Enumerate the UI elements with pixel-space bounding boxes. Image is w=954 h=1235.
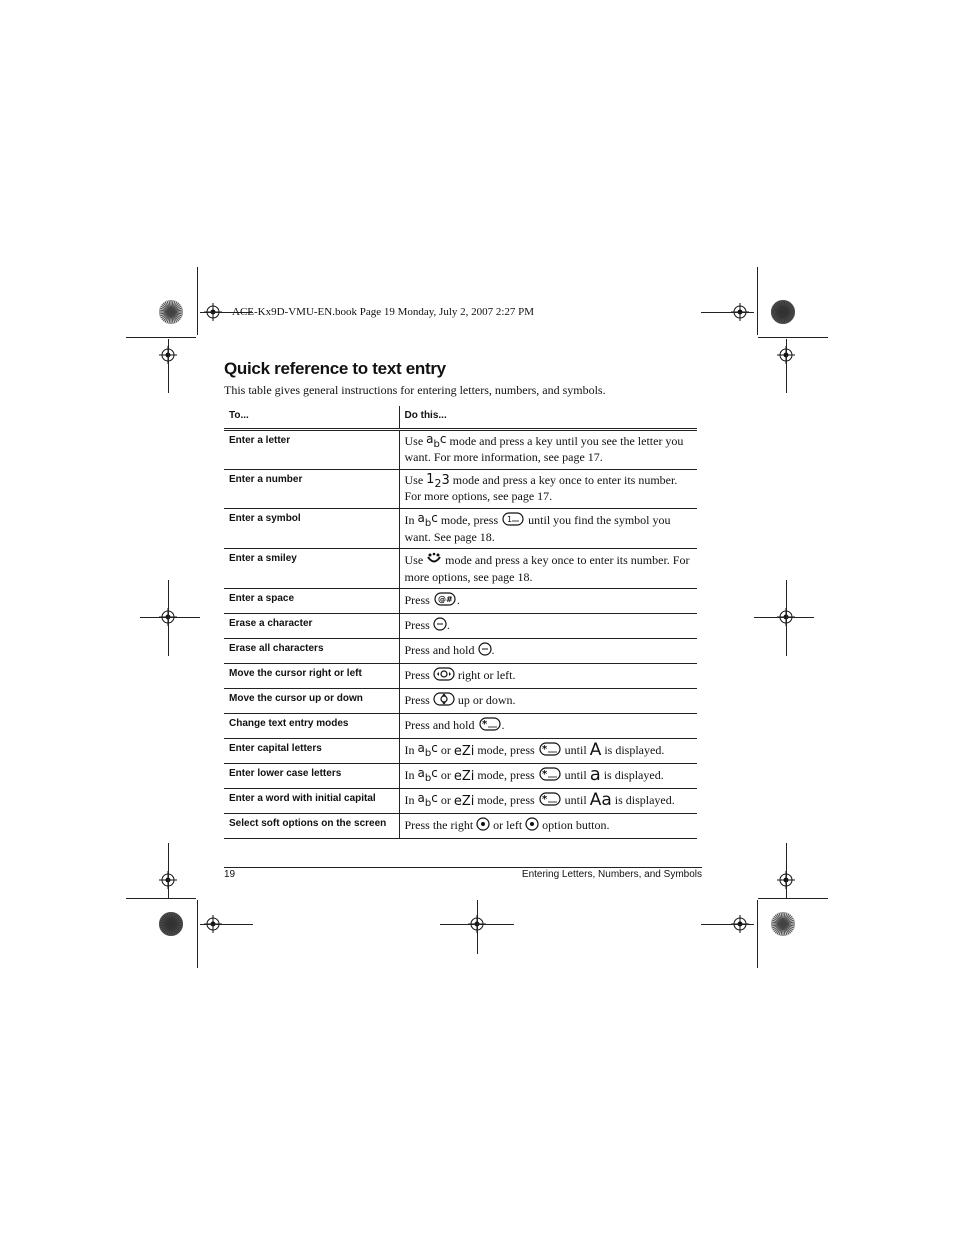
- instruction-cell: [399, 814, 697, 839]
- instruction-text: or left: [490, 817, 526, 832]
- task-cell: Change text entry modes: [229, 718, 349, 729]
- task-cell: Erase all characters: [229, 643, 324, 654]
- table-row: [224, 549, 697, 589]
- instruction-text: mode and press a key once to enter its number. For more options, see page 17.: [404, 473, 678, 503]
- table-row: [224, 764, 697, 789]
- instruction-text: In: [404, 767, 418, 782]
- crop-line: [701, 312, 754, 313]
- abc-mode-icon: abc: [426, 432, 447, 451]
- instruction-cell: [399, 509, 697, 549]
- instruction-text: mode, press: [437, 512, 502, 527]
- instruction-cell: [399, 639, 697, 664]
- task-cell: Enter lower case letters: [229, 768, 342, 779]
- crop-line: [757, 900, 758, 968]
- crop-line: [126, 898, 196, 899]
- instruction-text: or: [437, 792, 454, 807]
- quick-reference-table: [224, 406, 697, 839]
- section-title: Entering Letters, Numbers, and Symbols: [521, 869, 702, 880]
- table-row: [224, 639, 697, 664]
- table-row: [224, 509, 697, 549]
- instruction-text: mode, press: [474, 742, 538, 757]
- instruction-cell: [399, 764, 697, 789]
- 123-mode-icon: 123: [426, 471, 450, 490]
- table-row: [224, 664, 697, 689]
- instruction-cell: [399, 470, 697, 509]
- clear-key-icon: [478, 642, 492, 660]
- clear-key-icon: [433, 617, 447, 635]
- crop-line: [168, 339, 169, 393]
- ezi-mode-icon: eZi: [453, 743, 475, 759]
- instruction-text: or: [437, 767, 454, 782]
- instruction-text: Press: [404, 592, 433, 607]
- column-header-to: To...: [229, 410, 249, 421]
- instruction-text: Press: [404, 617, 433, 632]
- starburst-mark: [158, 911, 184, 937]
- instruction-text: until you find the symbol you want. See page 18.: [404, 512, 671, 544]
- crop-line: [754, 617, 814, 618]
- table-header-row: [224, 406, 697, 430]
- key-1-icon: [501, 512, 525, 530]
- instruction-text: mode and press a key until you see the letter you want. For more information, see page 17.: [404, 434, 684, 465]
- instruction-text: .: [456, 592, 460, 607]
- starburst-mark: [770, 911, 796, 937]
- instruction-text: is displayed.: [600, 767, 664, 782]
- svg-text:*: *: [541, 744, 547, 755]
- instruction-text: Press: [404, 692, 433, 707]
- page-number: 19: [224, 869, 236, 880]
- instruction-cell: [399, 430, 697, 470]
- soft-key-right-icon: [476, 817, 490, 835]
- nav-key-horizontal-icon: [433, 667, 455, 685]
- caps-A-icon: A: [589, 739, 602, 760]
- instruction-text: Press and hold: [404, 642, 478, 657]
- svg-text:*: *: [481, 719, 487, 730]
- instruction-text: Press the right: [404, 817, 477, 832]
- task-cell: Enter capital letters: [229, 743, 322, 754]
- instruction-text: In: [404, 792, 418, 807]
- abc-mode-icon: abc: [417, 791, 438, 809]
- task-cell: Enter a space: [229, 593, 295, 604]
- table-row: [224, 689, 697, 714]
- instruction-text: In: [404, 742, 418, 757]
- instruction-text: until: [561, 742, 590, 757]
- print-header: ACE-Kx9D-VMU-EN.book Page 19 Monday, July 2, 2007 2:27 PM: [232, 306, 535, 318]
- instruction-text: until: [561, 767, 590, 782]
- instruction-text: Press: [404, 667, 433, 682]
- instruction-text: Use: [404, 473, 427, 487]
- ezi-mode-icon: eZi: [453, 793, 475, 809]
- crop-line: [168, 580, 169, 656]
- table-row: [224, 814, 697, 839]
- crop-line: [477, 900, 478, 954]
- initial-Aa-icon: Aa: [589, 789, 612, 810]
- pound-key-icon: [433, 592, 457, 610]
- instruction-text: option button.: [539, 817, 610, 832]
- crop-line: [197, 900, 198, 968]
- lower-a-icon: a: [589, 763, 601, 785]
- table-row: [224, 714, 697, 739]
- table-row: [224, 789, 697, 814]
- abc-mode-icon: abc: [417, 741, 438, 759]
- instruction-cell: [399, 739, 697, 764]
- crop-line: [758, 337, 828, 338]
- instruction-cell: [399, 689, 697, 714]
- instruction-text: In: [404, 512, 418, 527]
- abc-mode-icon: abc: [417, 766, 438, 784]
- table-row: [224, 589, 697, 614]
- crop-line: [758, 898, 828, 899]
- crop-line: [786, 843, 787, 899]
- page-title: Quick reference to text entry: [224, 359, 446, 378]
- task-cell: Enter a smiley: [229, 553, 297, 564]
- instruction-text: Press and hold: [404, 717, 478, 732]
- soft-key-left-icon: [525, 817, 539, 835]
- nav-key-vertical-icon: [433, 692, 455, 710]
- task-cell: Select soft options on the screen: [229, 818, 387, 829]
- instruction-text: is displayed.: [611, 792, 675, 807]
- instruction-text: .: [446, 617, 450, 632]
- ezi-mode-icon: eZi: [453, 768, 475, 784]
- instruction-text: mode, press: [474, 792, 538, 807]
- star-key-icon: [538, 792, 562, 810]
- instruction-cell: [399, 714, 697, 739]
- star-key-icon: [538, 767, 562, 785]
- instruction-text: up or down.: [454, 692, 516, 707]
- footer-rule: [224, 867, 702, 868]
- instruction-text: right or left.: [454, 667, 516, 682]
- instruction-cell: [399, 789, 697, 814]
- abc-mode-icon: abc: [417, 511, 438, 529]
- column-header-do-this: Do this...: [399, 406, 697, 430]
- star-key-icon: [538, 742, 562, 760]
- crop-line: [140, 617, 200, 618]
- star-key-icon: [478, 717, 502, 735]
- crop-line: [701, 924, 754, 925]
- table-row: [224, 739, 697, 764]
- instruction-text: is displayed.: [601, 742, 665, 757]
- instruction-text: until: [561, 792, 590, 807]
- task-cell: Enter a number: [229, 474, 303, 485]
- starburst-mark: [770, 299, 796, 325]
- instruction-cell: [399, 589, 697, 614]
- instruction-cell: [399, 664, 697, 689]
- task-cell: Enter a word with initial capital: [229, 793, 376, 804]
- instruction-text: mode and press a key once to enter its number. For more options, see page 18.: [404, 552, 690, 584]
- instruction-cell: [399, 614, 697, 639]
- svg-text:*: *: [541, 769, 547, 780]
- starburst-mark: [158, 299, 184, 325]
- crop-line: [757, 267, 758, 335]
- table-row: [224, 430, 697, 470]
- task-cell: Enter a symbol: [229, 513, 301, 524]
- crop-line: [126, 337, 196, 338]
- instruction-text: .: [491, 642, 495, 657]
- instruction-text: Use: [404, 434, 427, 448]
- svg-text:1: 1: [507, 515, 513, 524]
- table-row: [224, 470, 697, 509]
- task-cell: Move the cursor up or down: [229, 693, 363, 704]
- svg-text:@#: @#: [437, 595, 453, 604]
- crop-line: [168, 843, 169, 899]
- crop-line: [200, 924, 253, 925]
- instruction-cell: [399, 549, 697, 589]
- instruction-text: Use: [404, 552, 427, 567]
- svg-text:*: *: [541, 794, 547, 805]
- instruction-text: or: [437, 742, 454, 757]
- table-row: [224, 614, 697, 639]
- task-cell: Move the cursor right or left: [229, 668, 362, 679]
- crop-line: [786, 339, 787, 393]
- instruction-text: .: [501, 717, 505, 732]
- crop-line: [197, 267, 198, 335]
- smiley-mode-icon: [426, 552, 442, 570]
- intro-text: This table gives general instructions for entering letters, numbers, and symbols.: [224, 383, 606, 397]
- instruction-text: mode, press: [474, 767, 538, 782]
- crop-line: [786, 580, 787, 656]
- task-cell: Erase a character: [229, 618, 313, 629]
- task-cell: Enter a letter: [229, 435, 291, 446]
